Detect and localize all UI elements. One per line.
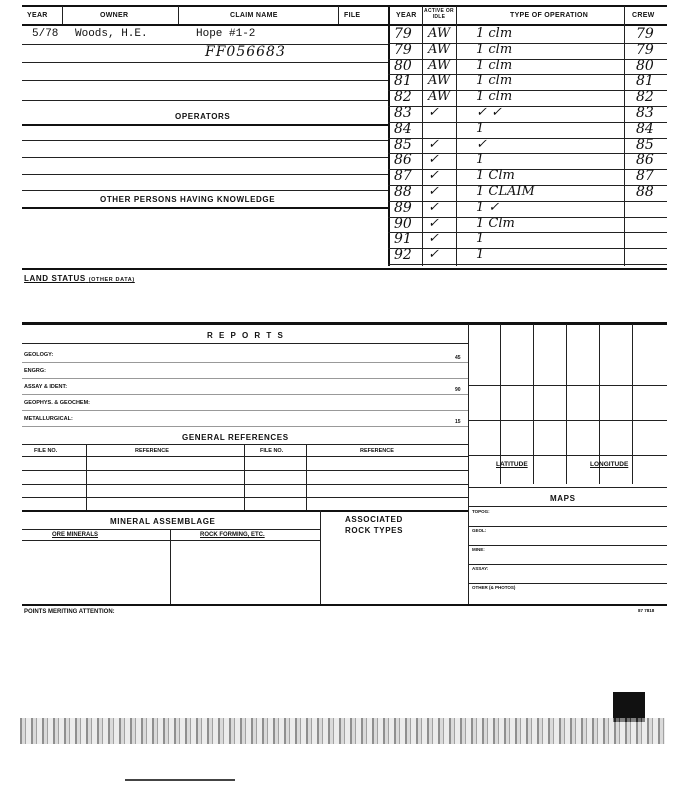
log-operation: 1 clm — [476, 73, 513, 89]
other-persons-label: OTHER PERSONS HAVING KNOWLEDGE — [100, 195, 276, 204]
log-year: 86 — [394, 152, 412, 169]
report-row-number: 15 — [455, 419, 461, 425]
log-crew: 88 — [636, 184, 654, 200]
rock-forming-label: ROCK FORMING, ETC. — [200, 532, 265, 538]
log-crew: 84 — [636, 120, 654, 137]
log-crew: 82 — [636, 89, 654, 106]
log-status: ✓ — [428, 247, 439, 263]
ref-col-file-no: FILE NO. — [34, 448, 58, 454]
ref-col-file-no-2: FILE NO. — [260, 448, 284, 454]
reports-right-border — [468, 324, 469, 604]
log-year: 85 — [394, 136, 412, 153]
map-row-label: GEOL: — [472, 528, 487, 533]
log-status: ✓ — [428, 215, 439, 231]
log-crew: 85 — [636, 136, 654, 153]
reports-top-rule — [22, 322, 667, 325]
log-crew: 79 — [636, 41, 654, 58]
log-year: 80 — [394, 57, 412, 74]
log-status: ✓ — [428, 231, 439, 247]
log-status: AW — [428, 89, 451, 105]
log-operation: 1 — [476, 247, 485, 263]
log-operation: ✓ ✓ — [476, 105, 502, 120]
map-row-label: OTHER (& PHOTOS) — [472, 585, 516, 590]
form-number: 87 7818 — [638, 608, 655, 613]
scan-noise-band — [20, 718, 665, 744]
log-status: AW — [428, 41, 451, 57]
log-year: 84 — [394, 120, 412, 137]
log-status: AW — [428, 73, 451, 89]
log-crew: 86 — [636, 152, 654, 169]
header-year-2: YEAR — [396, 12, 417, 19]
log-year: 89 — [394, 199, 412, 216]
land-status-label: LAND STATUS (OTHER DATA) — [24, 274, 135, 283]
log-year: 92 — [394, 247, 412, 264]
log-crew: 81 — [636, 73, 654, 90]
longitude-label: LONGITUDE — [590, 461, 629, 468]
mineral-assemblage-title: MINERAL ASSEMBLAGE — [110, 517, 216, 526]
claim-owner: Woods, H.E. — [75, 28, 148, 40]
header-claim-name: CLAIM NAME — [230, 12, 278, 19]
log-year: 81 — [394, 73, 412, 90]
log-operation: 1 — [476, 152, 485, 168]
general-references-title: GENERAL REFERENCES — [182, 433, 289, 442]
log-year: 87 — [394, 168, 412, 185]
latitude-label: LATITUDE — [496, 461, 528, 468]
log-operation: ✓ — [476, 136, 487, 152]
ore-minerals-label: ORE MINERALS — [52, 532, 99, 538]
log-year: 88 — [394, 184, 412, 200]
log-year: 82 — [394, 89, 412, 106]
report-row-number: 45 — [455, 355, 461, 361]
associated-label: ASSOCIATED — [345, 515, 403, 524]
log-left-border — [388, 6, 390, 266]
log-operation: 1 clm — [476, 89, 513, 105]
ref-col-reference-2: REFERENCE — [360, 448, 394, 454]
log-operation: 1 Clm — [476, 215, 515, 231]
header-file: FILE — [344, 12, 361, 19]
report-row-label: ASSAY & IDENT: — [24, 384, 68, 390]
bottom-rule — [22, 604, 667, 606]
maps-title: MAPS — [550, 494, 576, 503]
log-status: ✓ — [428, 152, 439, 168]
log-operation: 1 Clm — [476, 168, 515, 184]
report-row-number: 90 — [455, 387, 461, 393]
log-status: ✓ — [428, 199, 439, 215]
log-bottom-rule — [22, 268, 667, 270]
report-row-label: METALLURGICAL: — [24, 416, 73, 422]
log-operation: 1 clm — [476, 26, 513, 41]
header-type-of-operation: TYPE OF OPERATION — [510, 12, 589, 19]
header-crew: CREW — [632, 12, 655, 19]
scan-noise-dash — [125, 779, 235, 781]
claim-year: 5/78 — [32, 28, 59, 40]
log-status: ✓ — [428, 168, 439, 184]
report-row-label: ENGRG: — [24, 368, 46, 374]
log-operation: 1 ✓ — [476, 199, 500, 215]
log-operation: 1 — [476, 120, 485, 136]
rock-types-label: ROCK TYPES — [345, 526, 404, 535]
log-crew: 87 — [636, 168, 654, 185]
log-crew: 80 — [636, 57, 654, 74]
header-year: YEAR — [27, 12, 48, 19]
map-row-label: MINE: — [472, 547, 485, 552]
log-year: 91 — [394, 231, 412, 248]
log-year: 90 — [394, 215, 412, 232]
log-status: ✓ — [428, 184, 439, 199]
report-row-label: GEOPHYS. & GEOCHEM: — [24, 400, 91, 406]
log-year: 79 — [394, 26, 412, 42]
log-operation: 1 — [476, 231, 485, 247]
header-active-or-idle: ACTIVE OR IDLE — [424, 8, 454, 20]
header-owner: OWNER — [100, 12, 129, 19]
log-status: AW — [428, 26, 451, 41]
top-rule — [22, 5, 667, 7]
operators-label: OPERATORS — [175, 112, 231, 121]
reports-title: R E P O R T S — [207, 331, 285, 340]
log-year: 83 — [394, 105, 412, 121]
log-operation: 1 clm — [476, 57, 513, 73]
log-status: AW — [428, 57, 451, 73]
header-rule — [22, 24, 667, 26]
claim-name: Hope #1-2 — [196, 28, 256, 40]
map-row-label: ASSAY: — [472, 566, 489, 571]
log-operation: 1 CLAIM — [476, 184, 535, 199]
claim-number: FF056683 — [205, 44, 286, 60]
map-row-label: TOPOG: — [472, 509, 490, 514]
log-crew: 83 — [636, 105, 654, 121]
points-meriting-label: POINTS MERITING ATTENTION: — [24, 609, 115, 615]
ref-col-reference: REFERENCE — [135, 448, 169, 454]
log-operation: 1 clm — [476, 41, 513, 57]
log-year: 79 — [394, 41, 412, 58]
log-status: ✓ — [428, 105, 439, 120]
report-row-label: GEOLOGY: — [24, 352, 54, 358]
log-crew: 79 — [636, 26, 654, 42]
log-status: ✓ — [428, 136, 439, 152]
